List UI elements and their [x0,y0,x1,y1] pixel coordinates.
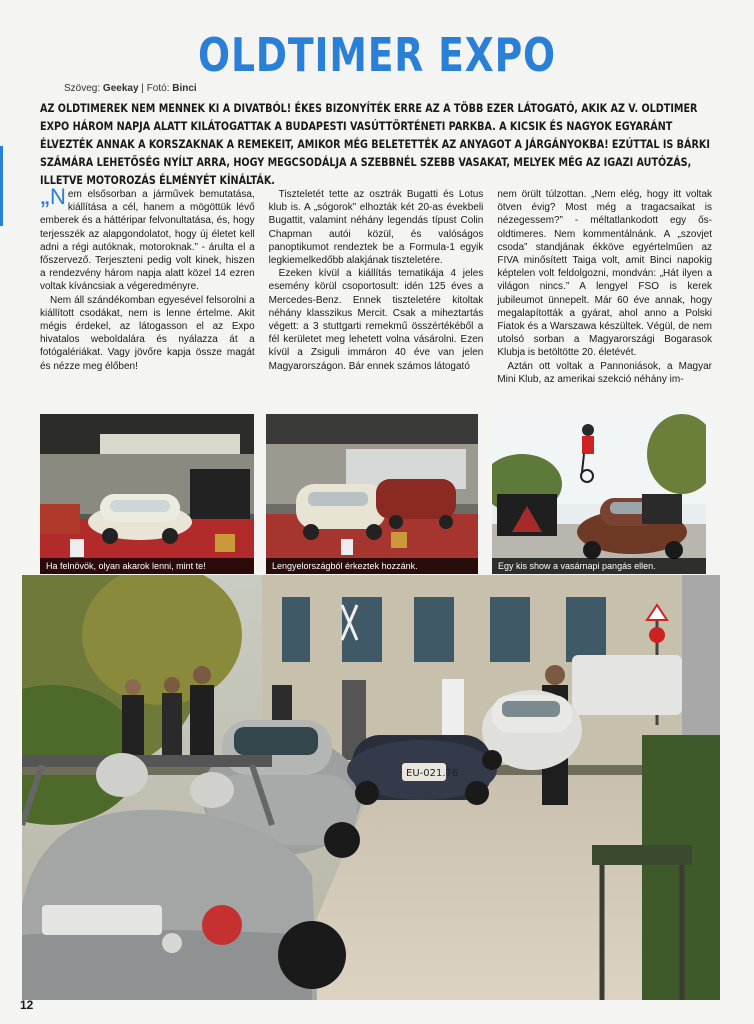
photo-3-caption: Egy kis show a vasárnapi pangás ellen. [492,558,706,574]
quote-mark-icon: „ [40,188,50,209]
byline [64,83,197,94]
column-2-paragraph-1: Tiszteletét tette az osztrák Bugatti és Lotus klub is. A „sógorok” elhozták két 20-as évekbeli Bugattit, valamint néhány legendás típust Colin Chapman autói közül, és valóságos panoptikumot rendeztek be a Formula-1 egyik legkiemelkedőbb alakjának tiszteletére. [268,189,484,267]
photo-1-caption: Ha felnövök, olyan akarok lenni, mint te! [40,558,254,574]
photo-bike-show-image [492,414,706,574]
byline-text-label: Szöveg: [64,83,101,94]
body-column-3 [497,188,712,410]
body-column-1 [40,188,255,410]
column-3-paragraph-2: Aztán ott voltak a Pannoniások, a Magyar Mini Klub, az amerikai szekció néhány im- [497,360,713,385]
photo-exhibition-hall [40,414,254,574]
byline-photo-label: Fotó: [146,83,170,94]
column-1-paragraph-1: „N em elsősorban a járművek bemutatása, kiállítása a cél, hanem a mögöttük lévő emberek és a háttéripar felvonultatása, és, hogy terjesszék az alapgondolatot, hogy új életet kell adni a régi autóknak, motoroknak.” - árulta el a főszervező. Terjeszteni pedig volt kinek, hiszen a rendezvény három napja alatt közel 14 ezren voltak kíváncsiak a végeredményre. [40,188,255,293]
page-number: 12 [20,998,34,1012]
byline-photographer: Binci [172,83,197,94]
photo-parade [22,575,720,1000]
drop-cap: „N [40,188,66,209]
sports-car-plate: EU-021.76 [406,768,459,779]
photo-exhibition-hall-image [40,414,254,574]
byline-separator: | [141,83,144,94]
article-title: OLDTIMER EXPO [198,28,556,82]
body-column-2 [269,188,484,410]
photo-bike-show [492,414,706,574]
lead-paragraph: AZ OLDTIMEREK NEM MENNEK KI A DIVATBÓL! ÉKES BIZONYÍTÉK ERRE AZ A TÖBB EZER LÁTOGATÓ, AKIK AZ V. OLDTIMER EXPO HÁROM NAPJA ALATT KILÁTOGATTAK A BUDAPESTI VASÚTTÖRTÉNETI PARKBA. A KICSIK ÉS NAGYOK EGYARÁNT ÉLVEZTÉK ANNAK A KORSZAKNAK A REMEKEIT, AMIKOR MÉG BELETETTÉK AZ ANYAGOT A JÁRGÁNYOKBA! EZÚTTAL IS BÁRKI SZÁMÁRA LEHETŐSÉG NYÍLT ARRA, HOGY MEGCSODÁLJA A SZEBBNÉL SZEBB VASAKAT, MELYEK MÉG AZ IGAZI AUTÓZÁS, ILLETVE MOTOROZÁS ÉLMÉNYÉT KÍNÁLTÁK. [40,102,710,187]
photo-parade-image [22,575,720,1000]
byline-author: Geekay [102,83,139,94]
photo-polish-cars-image [266,414,478,574]
side-accent-bar [0,146,3,226]
column-2-paragraph-2: Ezeken kívül a kiállítás tematikája 4 jeles esemény körül csoportosult: idén 125 éves a Mercedes-Benz. Ennek tiszteletére kitoltak néhány klasszikus Mercit. Csak a miheztartás végett: a 3 stuttgarti remekmű összértékéből a fél kerületet meg lehetett volna vásárolni. Ezen kívül a Zsiguli immáron 40 éve van jelen Magyarországon. Bár ennek számos látogató [268,268,484,372]
body-columns [40,188,712,410]
photo-2-caption: Lengyelországból érkeztek hozzánk. [266,558,478,574]
column-3-paragraph-1: nem örült túlzottan. „Nem elég, hogy itt voltak ötven évig? Most még a tragacsaikat is nézegessem?” - méltatlankodott egy ős-oldtimeres. Nem kommentálnánk. A „szovjet csoda” standjának ékköve egyértelműen az FIVA minősített Taiga volt, amit Binci napokig képtelen volt feldolgozni, mondván: „Hát ilyen a világon nincs.” A lengyel FSO is kerek jubileumot ünnepelt. Már 60 éve annak, hogy megalapították a gyárat, ahol anno a Polski Fiatok és a Warszawa készültek. Végül, de nem utolsó sorban a Magyarországi Bogarasok Klubja is betöltötte 20. életévét. [497,189,713,359]
photo-polish-cars [266,414,478,574]
column-1-paragraph-2: Nem áll szándékomban egyesével felsorolni a kiállított csodákat, nem is lenne értelme. Akit mégis érdekel, az látogasson el az Expo hivatalos weboldalára és nyálazza át a fotógalériákat. Vagy jövőre kapja össze magát és nézze meg élőben! [40,294,255,372]
